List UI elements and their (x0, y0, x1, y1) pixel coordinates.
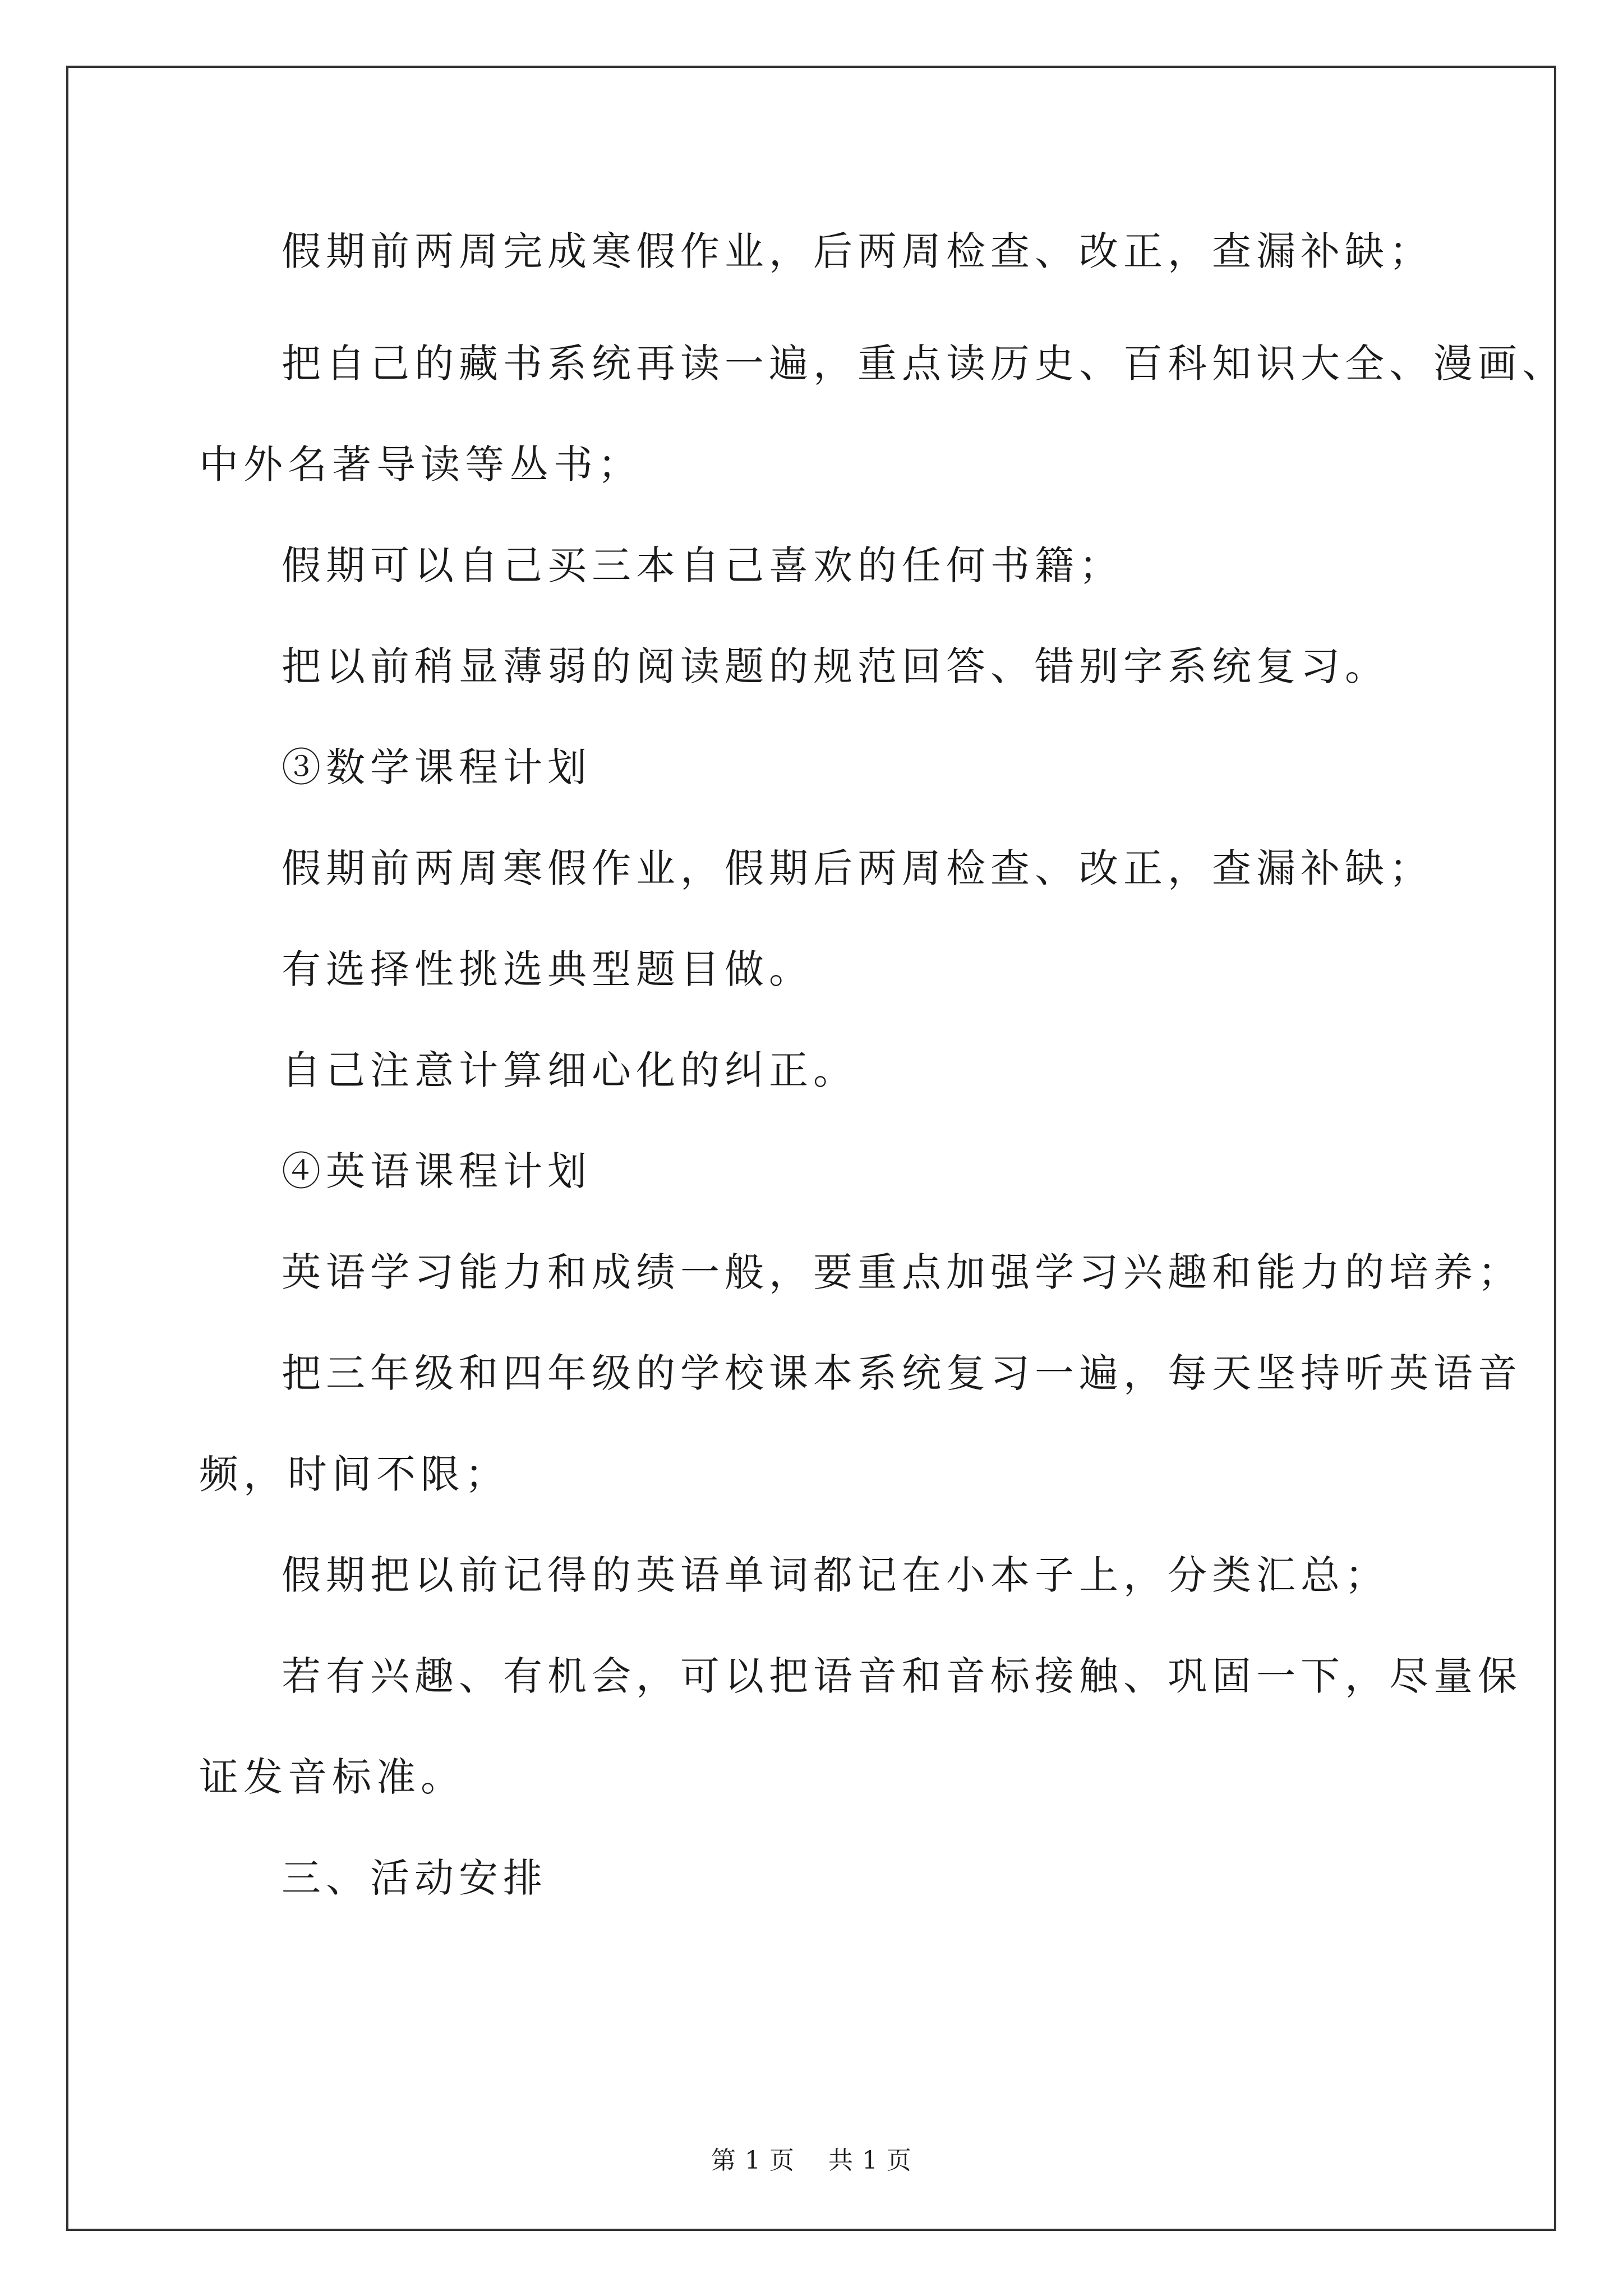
paragraph: 把自己的藏书系统再读一遍，重点读历史、百科知识大全、漫画、 (282, 341, 1566, 386)
paragraph: 假期前两周寒假作业，假期后两周检查、改正，查漏补缺； (282, 845, 1433, 891)
paragraph: 有选择性挑选典型题目做。 (282, 946, 813, 992)
footer-spacer (795, 2146, 828, 2175)
section-heading-english: ④英语课程计划 (282, 1148, 592, 1194)
paragraph: 英语学习能力和成绩一般，要重点加强学习兴趣和能力的培养； (282, 1249, 1522, 1295)
paragraph: 把以前稍显薄弱的阅读题的规范回答、错别字系统复习。 (282, 643, 1389, 689)
paragraph: 把三年级和四年级的学校课本系统复习一遍，每天坚持听英语音 (282, 1350, 1522, 1396)
section-heading-activities: 三、活动安排 (282, 1855, 547, 1901)
paragraph-continuation: 频，时间不限； (199, 1451, 509, 1497)
paragraph-continuation: 证发音标准。 (199, 1754, 465, 1800)
section-heading-math: ③数学课程计划 (282, 744, 592, 790)
page-total: 共 1 页 (828, 2146, 912, 2175)
paragraph: 自己注意计算细心化的纠正。 (282, 1047, 857, 1093)
paragraph: 若有兴趣、有机会，可以把语音和音标接触、巩固一下，尽量保 (282, 1653, 1522, 1699)
paragraph-continuation: 中外名著导读等丛书； (199, 441, 642, 487)
paragraph: 假期前两周完成寒假作业，后两周检查、改正，查漏补缺； (282, 228, 1433, 274)
paragraph: 假期把以前记得的英语单词都记在小本子上，分类汇总； (282, 1552, 1389, 1598)
paragraph: 假期可以自己买三本自己喜欢的任何书籍； (282, 542, 1123, 588)
page-footer (0, 2145, 1623, 2177)
page-number: 第 1 页 (711, 2146, 795, 2175)
